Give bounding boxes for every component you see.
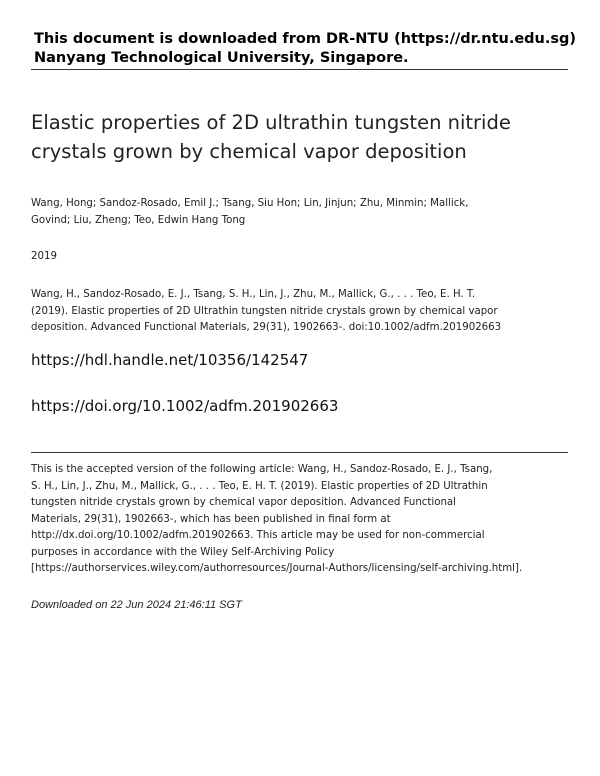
citation-line-1: Wang, H., Sandoz‑Rosado, E. J., Tsang, S. H., Lin, J., Zhu, M., Mallick, G., . . . Teo, E. H. T. <box>31 289 476 300</box>
note-line: Materials, 29(31), 1902663‑, which has been published in final form at <box>31 513 391 525</box>
section-divider <box>31 452 568 453</box>
note-line: purposes in accordance with the Wiley Self‑Archiving Policy <box>31 546 335 558</box>
download-timestamp: Downloaded on 22 Jun 2024 21:46:11 SGT <box>31 599 242 611</box>
doi-link[interactable]: https://doi.org/10.1002/adfm.201902663 <box>31 397 339 415</box>
title-line-2: crystals grown by chemical vapor deposition <box>31 140 467 163</box>
citation-line-2: (2019). Elastic properties of 2D Ultrathin tungsten nitride crystals grown by chemical vapor <box>31 305 498 317</box>
title-line-1: Elastic properties of 2D ultrathin tungsten nitride <box>31 111 511 134</box>
header-divider <box>31 69 568 70</box>
publication-year: 2019 <box>31 251 57 262</box>
header-line-institution: Nanyang Technological University, Singapore. <box>34 50 409 66</box>
note-line: tungsten nitride crystals grown by chemical vapor deposition. Advanced Functional <box>31 497 456 508</box>
note-line: http://dx.doi.org/10.1002/adfm.201902663. This article may be used for non‑commercial <box>31 530 485 541</box>
note-line: This is the accepted version of the following article: Wang, H., Sandoz‑Rosado, E. J., Tsang, <box>31 464 493 475</box>
header-line-source: This document is downloaded from DR‑NTU (https://dr.ntu.edu.sg) <box>34 31 577 47</box>
authors-line-1: Wang, Hong; Sandoz‑Rosado, Emil J.; Tsang, Siu Hon; Lin, Jinjun; Zhu, Minmin; Mallick, <box>31 198 469 209</box>
authors-line-2: Govind; Liu, Zheng; Teo, Edwin Hang Tong <box>31 214 246 226</box>
accepted-version-note <box>31 462 571 578</box>
citation-line-3: deposition. Advanced Functional Materials, 29(31), 1902663‑. doi:10.1002/adfm.201902663 <box>31 322 502 333</box>
note-line: [https://authorservices.wiley.com/authorresources/Journal‑Authors/licensing/self‑archiving.html]. <box>31 563 523 574</box>
author-list <box>31 196 571 229</box>
note-line: S. H., Lin, J., Zhu, M., Mallick, G., . . . Teo, E. H. T. (2019). Elastic properties of 2D Ultrathin <box>31 480 488 492</box>
repository-header <box>34 30 577 68</box>
handle-link[interactable]: https://hdl.handle.net/10356/142547 <box>31 351 309 369</box>
citation <box>31 287 571 337</box>
article-title <box>31 108 568 166</box>
